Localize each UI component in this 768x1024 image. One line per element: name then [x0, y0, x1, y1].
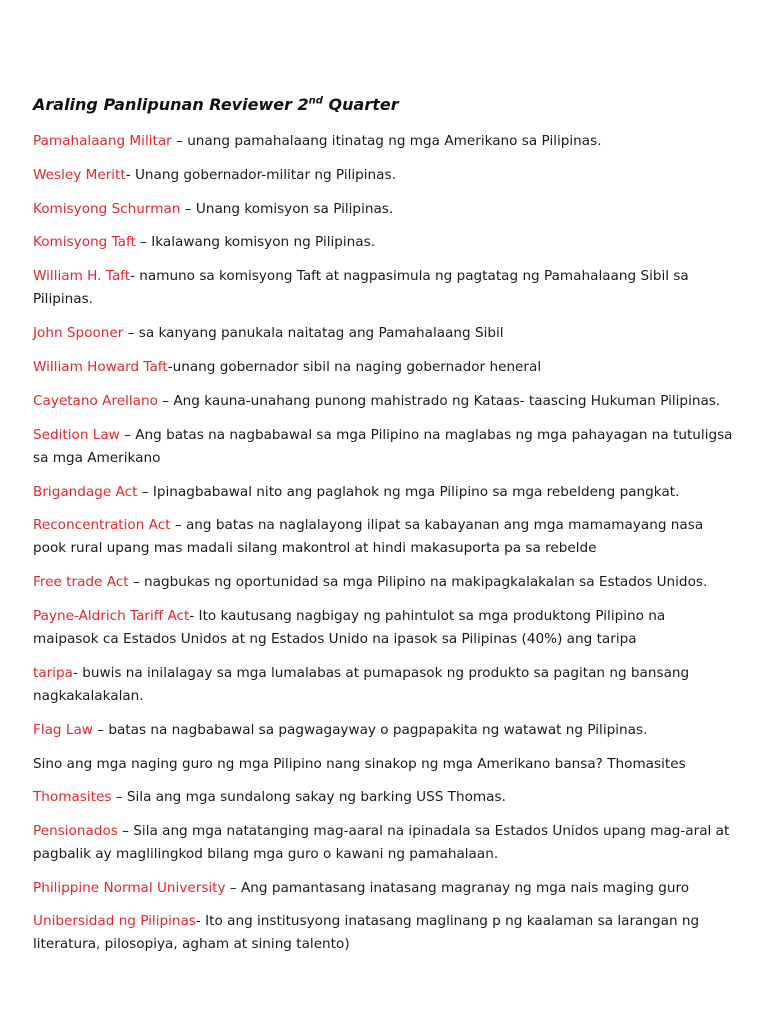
- entry-text: – Ipinagbabawal nito ang paglahok ng mga Pilipino sa mga rebeldeng pangkat.: [137, 484, 680, 500]
- entry-text: - buwis na inilalagay sa mga lumalabas at pumapasok ng produkto sa pagitan ng bansang nagkakalakalan.: [33, 665, 690, 704]
- entry-term: Free trade Act: [33, 574, 129, 590]
- entry-text: - namuno sa komisyong Taft at nagpasimula ng pagtatag ng Pamahalaang Sibil sa Pilipinas.: [33, 268, 689, 307]
- entry-komisyong-taft: [33, 231, 733, 254]
- entry-term: Pamahalaang Militar: [33, 133, 172, 149]
- entry-text: – Ang kauna-unahang punong mahistrado ng Kataas- taascing Hukuman Pilipinas.: [157, 393, 721, 409]
- entry-term: William H. Taft: [33, 268, 131, 284]
- entry-term: Payne-Aldrich Tariff Act: [33, 608, 190, 624]
- entry-term: Wesley Meritt: [33, 167, 126, 183]
- title-superscript: nd: [308, 95, 323, 107]
- entry-sedition-law: [33, 424, 733, 470]
- title-end: Quarter: [322, 95, 399, 114]
- entry-wesley-meritt: [33, 164, 733, 187]
- entry-text: -unang gobernador sibil na naging gobernador heneral: [167, 359, 542, 375]
- entry-text: – Ang batas na nagbabawal sa mga Pilipino na maglabas ng mga pahayagan na tutuligsa sa mga Amerikano: [33, 427, 733, 466]
- entry-term: Flag Law: [33, 722, 93, 738]
- entry-term: John Spooner: [33, 325, 124, 341]
- entry-flag-law: [33, 719, 733, 742]
- entry-william-h-taft: [33, 265, 733, 311]
- entry-text: - Ito ang institusyong inatasang maglinang p ng kaalaman sa larangan ng literatura, pilosopiya, agham at sining talento): [33, 913, 700, 952]
- entry-term: Pensionados: [33, 823, 118, 839]
- entry-komisyong-schurman: [33, 198, 733, 221]
- entry-free-trade-act: [33, 571, 733, 594]
- entry-term: Thomasites: [33, 789, 112, 805]
- entry-cayetano-arellano: [33, 390, 733, 413]
- entry-pamahalaang-militar: [33, 130, 733, 153]
- entry-term: Cayetano Arellano: [33, 393, 158, 409]
- entry-term: Sedition Law: [33, 427, 120, 443]
- entry-term: Unibersidad ng Pilipinas: [33, 913, 196, 929]
- entry-taripa: [33, 662, 733, 708]
- entry-text: – nagbukas ng oportunidad sa mga Pilipino na makipagkalakalan sa Estados Unidos.: [128, 574, 708, 590]
- entry-text: – Ikalawang komisyon ng Pilipinas.: [135, 234, 376, 250]
- entry-text: – Unang komisyon sa Pilipinas.: [180, 201, 394, 217]
- entry-term: Brigandage Act: [33, 484, 138, 500]
- entry-brigandage-act: [33, 481, 733, 504]
- entry-term: Philippine Normal University: [33, 880, 226, 896]
- entry-question: [33, 753, 733, 776]
- entry-text: Sino ang mga naging guro ng mga Pilipino nang sinakop ng mga Amerikano bansa? Thomasites: [33, 756, 686, 772]
- entry-text: – Sila ang mga sundalong sakay ng barking USS Thomas.: [111, 789, 506, 805]
- entry-text: – batas na nagbabawal sa pagwagayway o pagpapakita ng watawat ng Pilipinas.: [92, 722, 648, 738]
- entry-text: – Sila ang mga natatanging mag-aaral na ipinadala sa Estados Unidos upang mag-aral at pagbalik ay maglilingkod bilang mga guro o kawani ng pamahalaan.: [33, 823, 730, 862]
- document-title: [33, 95, 399, 114]
- entry-john-spooner: [33, 322, 733, 345]
- entry-text: - Unang gobernador-militar ng Pilipinas.: [125, 167, 396, 183]
- entry-unibersidad-ng-pilipinas: [33, 910, 733, 956]
- entry-term: Komisyong Taft: [33, 234, 136, 250]
- entry-text: – Ang pamantasang inatasang magranay ng mga nais maging guro: [225, 880, 690, 896]
- entry-text: - Ito kautusang nagbigay ng pahintulot sa mga produktong Pilipino na maipasok ca Estados Unidos at ng Estados Unido na ipasok sa Pilipinas (40%) ang taripa: [33, 608, 666, 647]
- entry-william-howard-taft: [33, 356, 733, 379]
- entry-term: Komisyong Schurman: [33, 201, 181, 217]
- entry-pensionados: [33, 820, 733, 866]
- entry-term: William Howard Taft: [33, 359, 168, 375]
- entry-text: – ang batas na naglalayong ilipat sa kabayanan ang mga mamamayang nasa pook rural upang mas madali silang makontrol at hindi makasuporta pa sa rebelde: [33, 517, 704, 556]
- entry-term: Reconcentration Act: [33, 517, 171, 533]
- entry-payne-aldrich-tariff-act: [33, 605, 733, 651]
- entry-reconcentration-act: [33, 514, 733, 560]
- entry-term: taripa: [33, 665, 73, 681]
- entry-text: – unang pamahalaang itinatag ng mga Amerikano sa Pilipinas.: [171, 133, 602, 149]
- entry-thomasites: [33, 786, 733, 809]
- entry-philippine-normal-university: [33, 877, 733, 900]
- title-main: Araling Panlipunan Reviewer 2: [33, 95, 309, 114]
- entry-text: – sa kanyang panukala naitatag ang Pamahalaang Sibil: [123, 325, 504, 341]
